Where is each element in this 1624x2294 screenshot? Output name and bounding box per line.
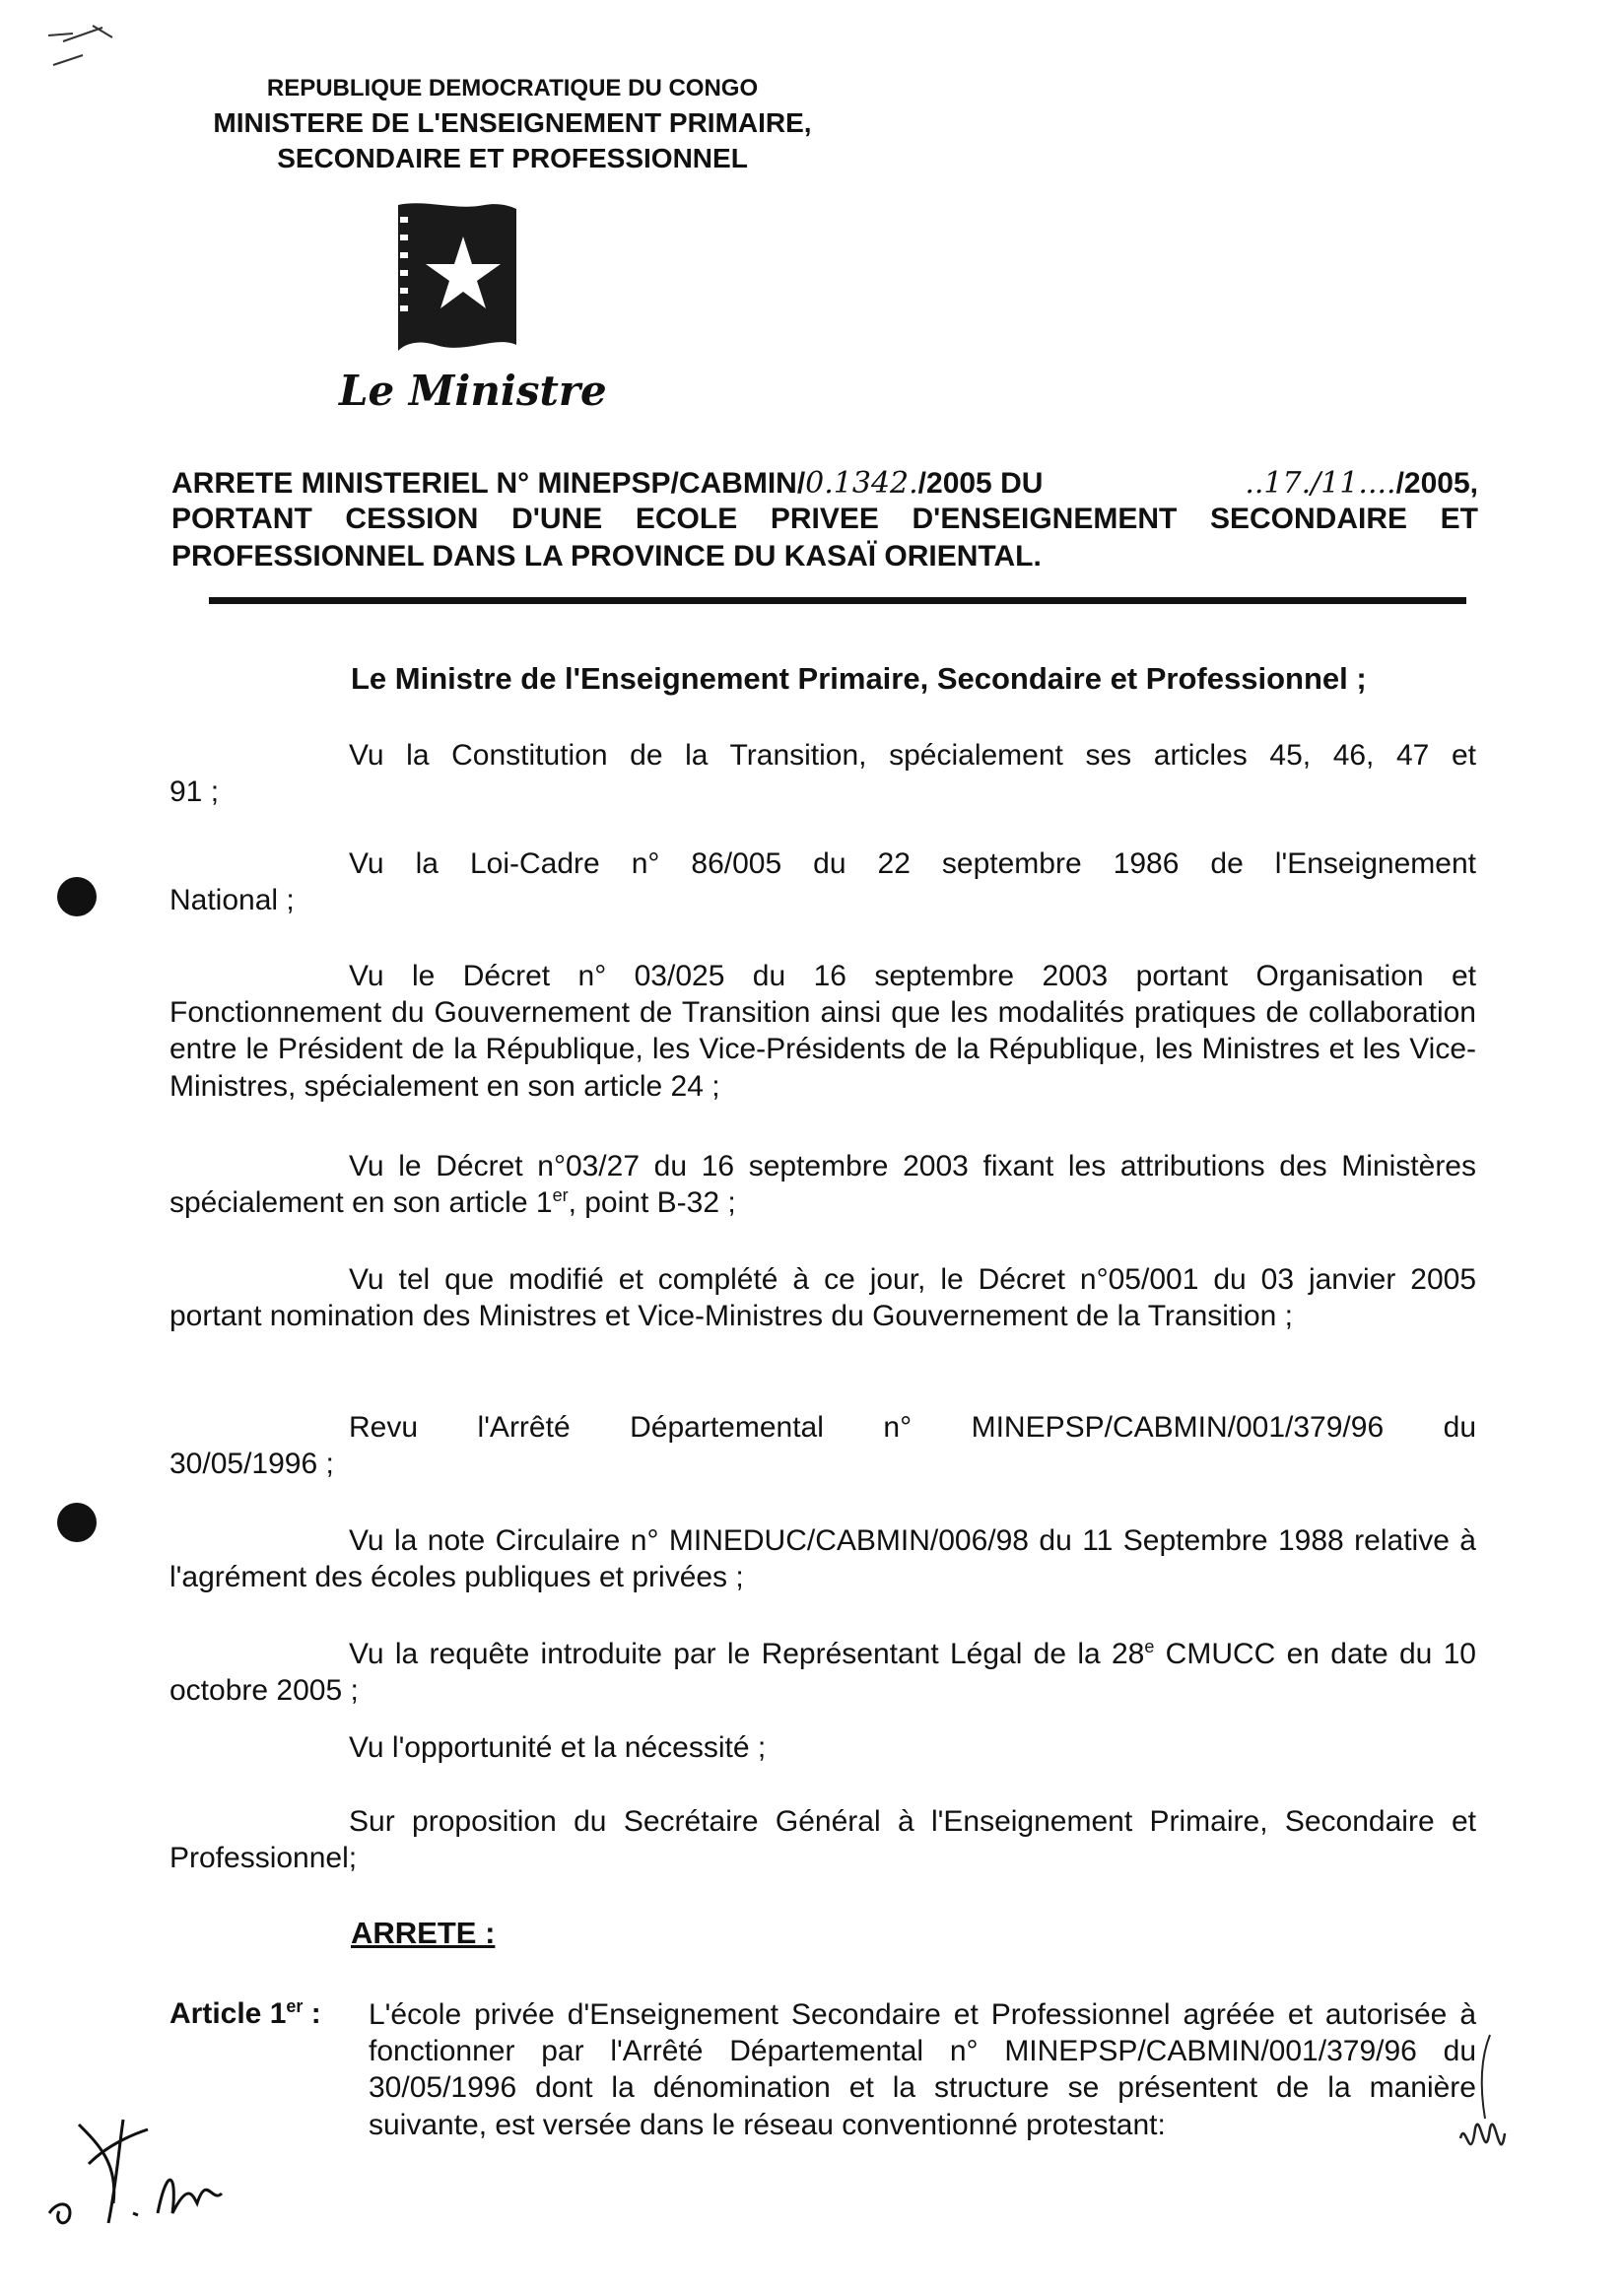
margin-signature-icon bbox=[1451, 2030, 1520, 2178]
minister-signature-title: Le Ministre bbox=[339, 367, 607, 415]
vu-constitution: Vu la Constitution de la Transition, spécialement ses articles 45, 46, 47 et 91 ; bbox=[169, 739, 1476, 809]
punch-hole-top bbox=[57, 877, 97, 916]
header-country: REPUBLIQUE DEMOCRATIQUE DU CONGO bbox=[266, 75, 759, 101]
vu-note-circulaire: Vu la note Circulaire n° MINEDUC/CABMIN/006/98 du 11 Septembre 1988 relative à l'agrément des écoles publiques et privées ; bbox=[169, 1524, 1476, 1594]
article-1-text: L'école privée d'Enseignement Secondaire et Professionnel agréée et autorisée à fonctionner par l'Arrêté Départemental n° MINEPSP/CABMIN/001/379/96 du 30/05/1996 dont la dénomination et la structure se présentent de la manière suivante, est versée dans le réseau conventionné protestant: bbox=[369, 1998, 1476, 2141]
decree-title-line1 bbox=[171, 467, 1478, 502]
decree-number-handwritten: 0.1342. bbox=[805, 466, 918, 501]
initials-signature-icon bbox=[39, 2105, 246, 2233]
decree-title-line3: PROFESSIONNEL DANS LA PROVINCE DU KASAÏ ORIENTAL. bbox=[171, 540, 1042, 573]
sur-proposition: Sur proposition du Secrétaire Général à l'Enseignement Primaire, Secondaire et Professionnel; bbox=[169, 1805, 1476, 1875]
decree-ref-prefix: ARRETE MINISTERIEL N° MINEPSP/CABMIN/0.1342./2005 DU bbox=[171, 466, 1044, 501]
vu-requete: Vu la requête introduite par le Représentant Légal de la 28e CMUCC en date du 10 octobre 2005 ; bbox=[169, 1637, 1476, 1708]
header-ministry: MINISTERE DE L'ENSEIGNEMENT PRIMAIRE, bbox=[213, 107, 812, 138]
vu-decret-05-001: Vu tel que modifié et complété à ce jour, le Décret n°05/001 du 03 janvier 2005 portant nomination des Ministres et Vice-Ministres du Gouvernement de la Transition ; bbox=[169, 1263, 1476, 1333]
minister-heading: Le Ministre de l'Enseignement Primaire, Secondaire et Professionnel ; bbox=[351, 661, 1367, 696]
decree-date: ..17./11..../2005, bbox=[1245, 466, 1478, 501]
arrete-heading: ARRETE : bbox=[351, 1916, 496, 1950]
vu-decret-03-025: Vu le Décret n° 03/025 du 16 septembre 2003 portant Organisation et Fonctionnement du Gouvernement de Transition ainsi que les modalités pratiques de collaboration entre le Président de la République, les Vice-Présidents de la République, les Ministres et les Vice-Ministres, spécialement en son article 24 ; bbox=[169, 960, 1476, 1103]
article-1-label: Article 1er : bbox=[169, 1996, 321, 2030]
vu-decret-03-27: Vu le Décret n°03/27 du 16 septembre 2003 fixant les attributions des Ministères spécialement en son article 1er, point B-32 ; bbox=[169, 1150, 1476, 1220]
title-divider bbox=[209, 597, 1466, 604]
vu-loi-cadre: Vu la Loi-Cadre n° 86/005 du 22 septembre 1986 de l'Enseignement National ; bbox=[169, 847, 1476, 917]
corner-scribble-icon bbox=[43, 16, 132, 85]
decree-title-line2: PORTANT CESSION D'UNE ECOLE PRIVEE D'ENSEIGNEMENT SECONDAIRE ET bbox=[171, 503, 1478, 535]
decree-date-handwritten: ..17./11.... bbox=[1245, 466, 1396, 501]
revu-arrete: Revu l'Arrêté Départemental n° MINEPSP/CABMIN/001/379/96 du 30/05/1996 ; bbox=[169, 1411, 1476, 1481]
header-ministry-line2: SECONDAIRE ET PROFESSIONNEL bbox=[277, 143, 748, 173]
vu-opportunite: Vu l'opportunité et la nécessité ; bbox=[349, 1731, 767, 1764]
flag-star-emblem-icon bbox=[386, 197, 524, 371]
punch-hole-bottom bbox=[57, 1503, 97, 1542]
